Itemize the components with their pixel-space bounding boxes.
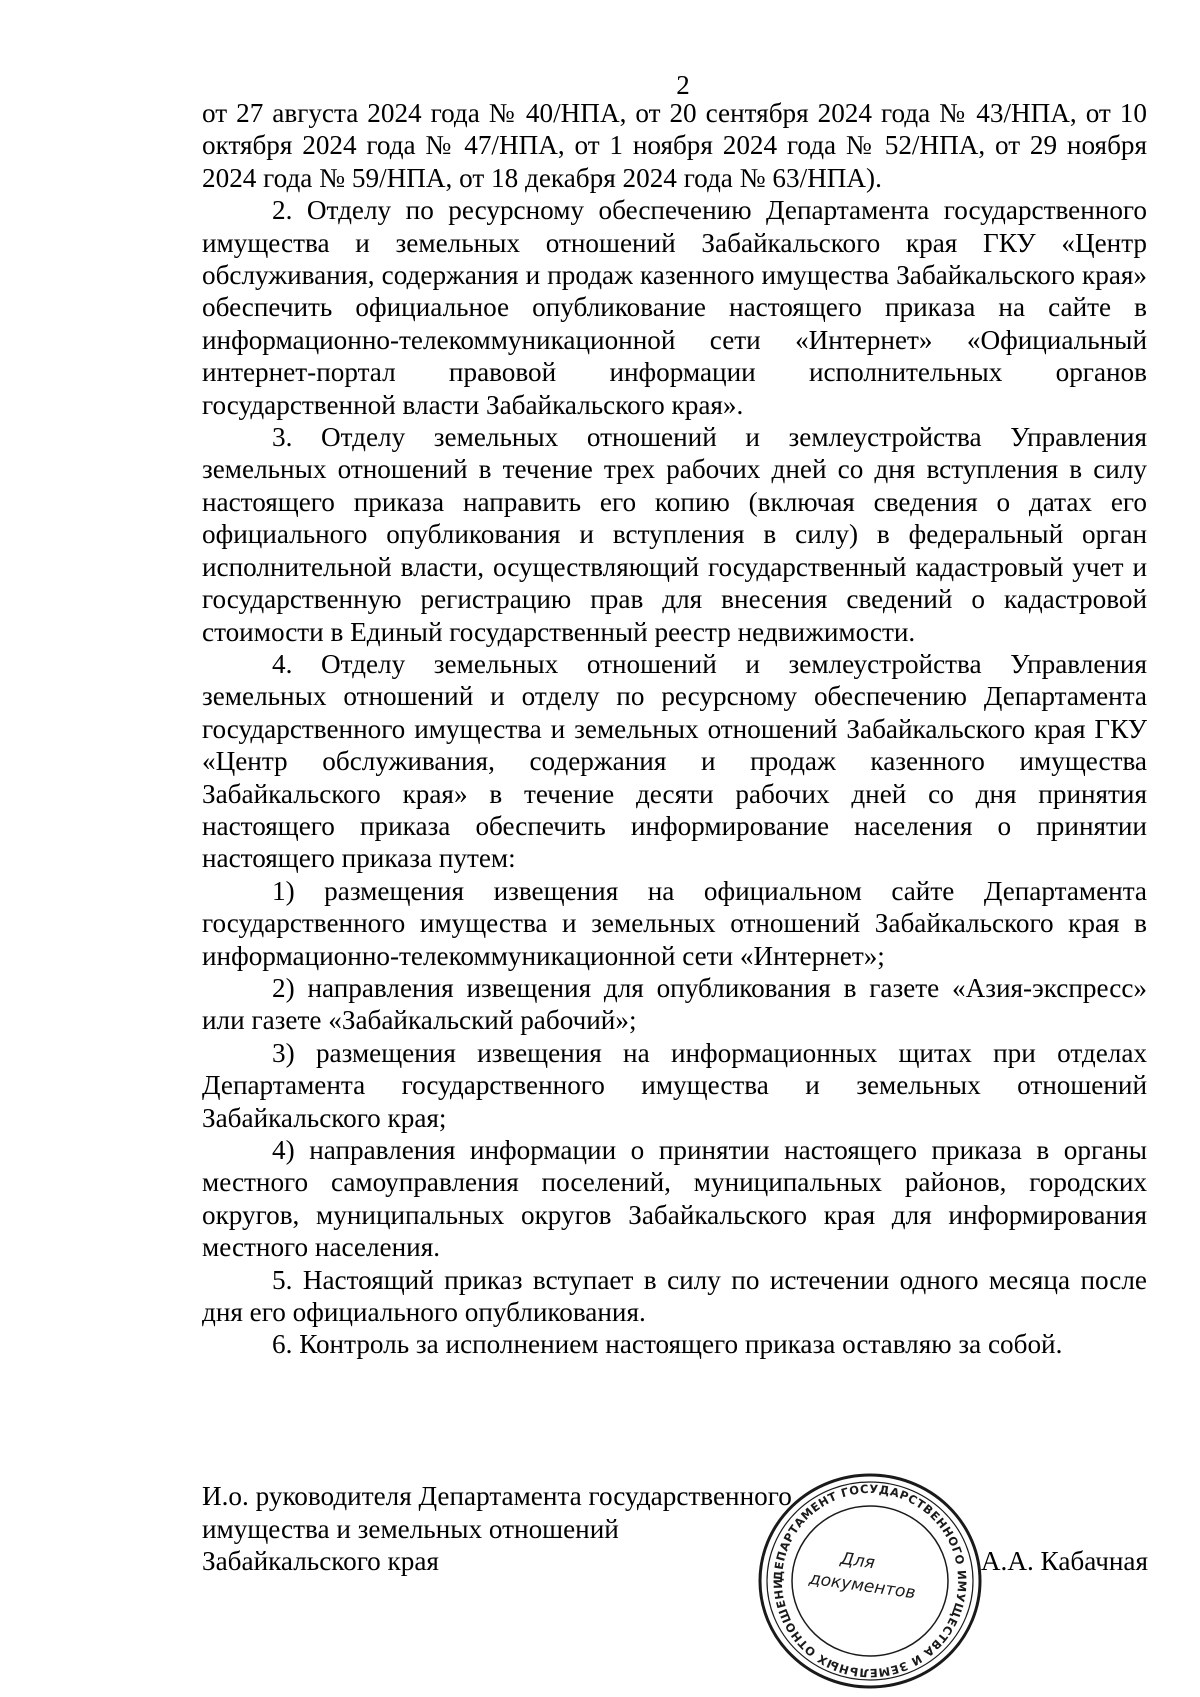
- subitem-4: 4) направления информации о принятии настоящего приказа в органы местного самоуправления поселений, муниципальных районов, городских округов, муниципальных округов Забайкальского края для информирования местного населения.: [202, 1135, 1147, 1263]
- paragraph-item-3: 3. Отделу земельных отношений и землеустройства Управления земельных отношений в течение трех рабочих дней со дня вступления в силу настоящего приказа направить его копию (включая сведения о датах его официального опубликования и вступления в силу) в федеральный орган исполнительной власти, осуществляющий государственный кадастровый учет и государственную регистрацию прав для внесения сведений о кадастровой стоимости в Единый государственный реестр недвижимости.: [202, 422, 1147, 647]
- seal-graphic: [749, 1459, 985, 1692]
- signer-title-line-2: имущества и земельных отношений: [202, 1513, 619, 1544]
- paragraph-item-6: 6. Контроль за исполнением настоящего приказа оставляю за собой.: [272, 1329, 1063, 1360]
- page-number: 2: [676, 70, 690, 100]
- signer-title-line-1: И.о. руководителя Департамента государственного: [202, 1481, 792, 1511]
- signer-title-line-3: Забайкальского края: [202, 1546, 439, 1576]
- signature-block: [202, 1480, 792, 1578]
- subitem-2: 2) направления извещения для опубликования в газете «Азия-экспресс» или газете «Забайкальский рабочий»;: [202, 972, 1147, 1036]
- paragraph-item-2: 2. Отделу по ресурсному обеспечению Департамента государственного имущества и земельных отношений Забайкальского края ГКУ «Центр обслуживания, содержания и продаж казенного имущества Забайкальского края» обеспечить официальное опубликование настоящего приказа на сайте в информационно-телекоммуникационной сети «Интернет» «Официальный интернет-портал правовой информации исполнительных органов государственной власти Забайкальского края».: [202, 195, 1147, 420]
- signer-name: А.А. Кабачная: [980, 1546, 1148, 1576]
- paragraph-item-4: 4. Отделу земельных отношений и землеустройства Управления земельных отношений и отделу по ресурсному обеспечению Департамента государственного имущества и земельных отношений Забайкальского края ГКУ «Центр обслуживания, содержания и продаж казенного имущества Забайкальского края» в течение десяти рабочих дней со дня принятия настоящего приказа обеспечить информирование населения о принятии настоящего приказа путем:: [202, 648, 1147, 874]
- official-seal-stamp: [749, 1459, 985, 1692]
- paragraph-item-5: 5. Настоящий приказ вступает в силу по истечении одного месяца после дня его официального опубликования.: [202, 1264, 1147, 1328]
- seal-center-line-2: документов: [807, 1568, 917, 1604]
- document-body: [202, 97, 1147, 1361]
- subitem-1: 1) размещения извещения на официальном сайте Департамента государственного имущества и земельных отношений Забайкальского края в информационно-телекоммуникационной сети «Интернет»;: [202, 875, 1147, 971]
- seal-ring-text: ДЕПАРТАМЕНТ ГОСУДАРСТВЕННОГО ИМУЩЕСТВА И ЗЕМЕЛЬНЫХ ОТНОШЕНИЙ ЗАБАЙКАЛЬСКОГО КРАЯ: [749, 1459, 970, 1681]
- seal-center-line-1: Для: [839, 1548, 877, 1574]
- paragraph-continuation: от 27 августа 2024 года № 40/НПА, от 20 сентября 2024 года № 43/НПА, от 10 октября 2024 года № 47/НПА, от 1 ноября 2024 года № 52/НПА, от 29 ноября 2024 года № 59/НПА, от 18 декабря 2024 года № 63/НПА).: [202, 98, 1147, 193]
- subitem-3: 3) размещения извещения на информационных щитах при отделах Департамента государственного имущества и земельных отношений Забайкальского края;: [202, 1037, 1147, 1133]
